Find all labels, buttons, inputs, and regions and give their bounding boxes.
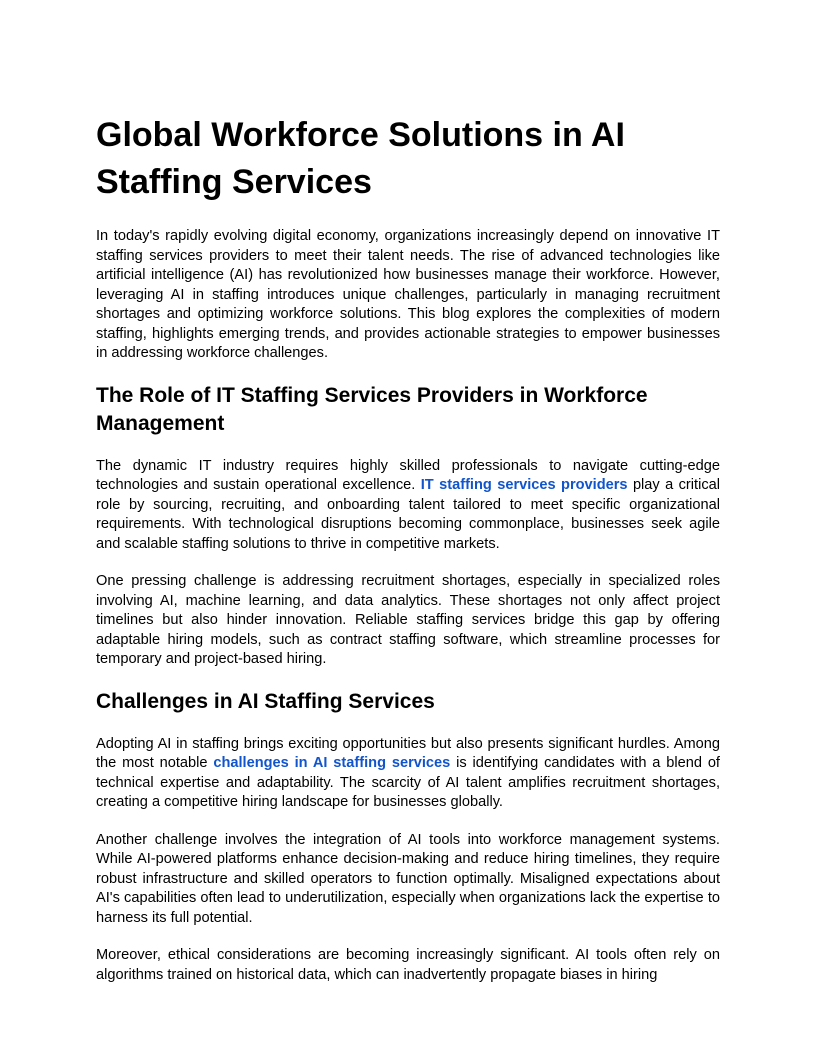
section2-p1-text-after: is identifying candidates with a blend of technical expertise and adaptability. The scarcity of AI talent amplifies recruitment shortages, creating a competitive hiring landscape for businesses globally.: [96, 755, 720, 810]
section1-paragraph-2: One pressing challenge is addressing recruitment shortages, especially in specialized roles involving AI, machine learning, and data analytics. These shortages not only affect project timelines but also hinder innovation. Reliable staffing services bridge this gap by offering adaptable hiring models, such as contract staffing software, which streamline processes for temporary and project-based hiring.: [96, 573, 720, 667]
document-page: [96, 112, 720, 985]
it-staffing-providers-link[interactable]: IT staffing services providers: [420, 477, 628, 493]
intro-paragraph: In today's rapidly evolving digital economy, organizations increasingly depend on innovative IT staffing services providers to meet their talent needs. The rise of advanced technologies like artificial intelligence (AI) has revolutionized how businesses manage their workforce. However, leveraging AI in staffing introduces unique challenges, particularly in managing recruitment shortages and optimizing workforce solutions. This blog explores the complexities of modern staffing, highlights emerging trends, and provides actionable strategies to empower businesses in addressing workforce challenges.: [96, 228, 720, 361]
section2-paragraph-2: Another challenge involves the integration of AI tools into workforce management systems. While AI-powered platforms enhance decision-making and reduce hiring timelines, they require robust infrastructure and skilled operators to function optimally. Misaligned expectations about AI's capabilities often lead to underutilization, especially when organizations lack the expertise to harness its full potential.: [96, 831, 720, 926]
section1-paragraph-1: [96, 457, 720, 555]
section2-paragraph-1: [96, 735, 720, 813]
page-title: Global Workforce Solutions in AI Staffing Services: [96, 116, 625, 201]
ai-staffing-challenges-link[interactable]: challenges in AI staffing services: [213, 755, 451, 771]
section-heading-role: The Role of IT Staffing Services Providers in Workforce Management: [96, 383, 648, 435]
section2-paragraph-3: Moreover, ethical considerations are becoming increasingly significant. AI tools often rely on algorithms trained on historical data, which can inadvertently propagate biases in hiring: [96, 947, 720, 983]
section2-p1-text-before: Adopting AI in staffing brings exciting opportunities but also presents significant hurdles. Among the most notable: [96, 735, 720, 771]
section-heading-challenges: Challenges in AI Staffing Services: [96, 689, 435, 713]
section1-p1-text-before: The dynamic IT industry requires highly skilled professionals to navigate cutting-edge technologies and sustain operational excellence.: [96, 457, 720, 493]
section1-p1-text-after: play a critical role by sourcing, recruiting, and onboarding talent tailored to meet specific organizational requirements. With technological disruptions becoming commonplace, businesses seek agile and scalable staffing solutions to thrive in competitive markets.: [96, 477, 720, 552]
